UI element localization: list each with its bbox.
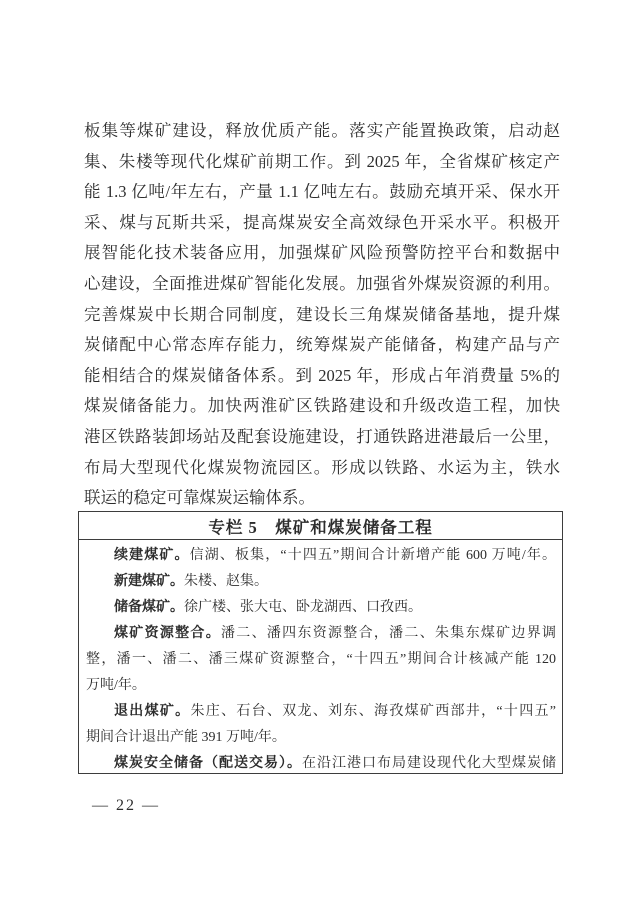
paragraph-lead: 储备煤矿。 (114, 600, 184, 615)
box-paragraph-line: 整，潘一、潘二、潘三煤矿资源整合，“十四五”期间合计核减产能 120 (86, 652, 556, 667)
box-paragraph-line (86, 569, 556, 595)
paragraph-text: 在沿江港口布局建设现代化大型煤炭储 (302, 756, 556, 771)
paragraph-lead: 新建煤矿。 (114, 574, 184, 589)
box-paragraph-line: 期间合计退出产能 391 万吨/年。 (86, 730, 286, 745)
text-line: 采、煤与瓦斯共采，提高煤炭安全高效绿色开采水平。积极开 (84, 212, 560, 232)
page-number: — 22 — (92, 797, 160, 814)
text-line: 能 1.3 亿吨/年左右，产量 1.1 亿吨左右。鼓励充填开采、保水开 (84, 182, 560, 202)
text-line: 集、朱楼等现代化煤矿前期工作。到 2025 年，全省煤矿核定产 (84, 151, 560, 171)
box-paragraph-line (86, 751, 556, 774)
paragraph-lead: 续建煤矿。 (114, 548, 190, 563)
box-paragraph-line (86, 543, 556, 569)
text-line: 展智能化技术装备应用，加强煤矿风险预警防控平台和数据中 (84, 243, 560, 263)
paragraph-lead: 退出煤矿。 (114, 704, 191, 719)
box-paragraph-line (86, 595, 556, 621)
text-line: 炭储配中心常态库存能力，统筹煤炭产能储备，构建产品与产 (84, 335, 560, 355)
body-paragraph (84, 116, 560, 514)
paragraph-text: 潘二、潘四东资源整合，潘二、朱集东煤矿边界调 (221, 626, 556, 641)
paragraph-text: 朱庄、石台、双龙、刘东、海孜煤矿西部井，“十四五” (190, 704, 556, 719)
text-line: 完善煤炭中长期合同制度，建设长三角煤炭储备基地，提升煤 (84, 304, 560, 324)
box-body (79, 540, 562, 774)
text-line: 心建设，全面推进煤矿智能化发展。加强省外煤炭资源的利用。 (84, 273, 560, 293)
box-paragraph-line: 万吨/年。 (86, 678, 146, 693)
text-line: 联运的稳定可靠煤炭运输体系。 (84, 488, 315, 508)
text-line: 煤炭储备能力。加快两淮矿区铁路建设和升级改造工程，加快 (84, 396, 560, 416)
text-line: 板集等煤矿建设，释放优质产能。落实产能置换政策，启动赵 (84, 121, 560, 140)
box-paragraph-line (86, 621, 556, 647)
text-line: 能相结合的煤炭储备体系。到 2025 年，形成占年消费量 5%的 (84, 365, 560, 385)
paragraph-text: 信湖、板集，“十四五”期间合计新增产能 600 万吨/年。 (189, 548, 557, 563)
text-line: 港区铁路装卸场站及配套设施建设，打通铁路进港最后一公里， (84, 426, 560, 446)
paragraph-lead: 煤矿资源整合。 (114, 626, 221, 641)
text-line: 布局大型现代化煤炭物流园区。形成以铁路、水运为主，铁水 (84, 457, 560, 477)
paragraph-lead: 煤炭安全储备（配送交易）。 (114, 756, 302, 771)
box-paragraph-line (86, 699, 556, 725)
feature-box-column-5 (78, 511, 563, 774)
paragraph-text: 徐广楼、张大屯、卧龙湖西、口孜西。 (184, 600, 422, 615)
box-title: 专栏 5 煤矿和煤炭储备工程 (79, 512, 562, 540)
paragraph-text: 朱楼、赵集。 (184, 574, 268, 589)
